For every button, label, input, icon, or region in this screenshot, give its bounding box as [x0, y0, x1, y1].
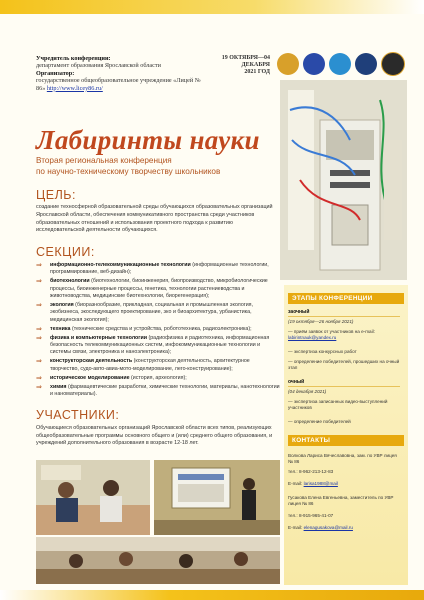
subtitle-line-2: по научно-техническому творчеству школьников: [36, 167, 221, 176]
edu-dept-logo: [303, 53, 325, 75]
section-item: ⇒ экология (биоразнообразие, прикладная, социальная и промышленная экология, экобизнеса, экоследующего проектирование, эко и биоархитектура, урбанистика, медицинская экология);: [36, 302, 254, 323]
partner-logo: [355, 53, 377, 75]
participants-text: Обучающиеся образовательных организаций Ярославской области всех типов, реализующих общеобразовательные программы основного общего и (или) среднего общего образования, и учреждений дополнительного образования в возрасте 12-18 лет.: [36, 425, 273, 447]
goal-heading: ЦЕЛЬ:: [36, 188, 76, 202]
zaochny-item-3: — определение победителей, прошедших на очный этап: [288, 359, 400, 370]
section-item: ⇒ биотехнологии (биотехнологии, биоинженерия, биопроизводство, микробиологические процессы, биоинженерные процессы, генетика, технологии растениеводства и животноводства, медицинские биотехнологии, биорегенерация);: [36, 278, 268, 300]
organizer-text: государственное общеобразовательное учреждение «Лицей № 86»: [36, 77, 201, 92]
section-item: ⇒ физика и компьютерные технологии (радиофизика и радиотехника, информационная безопасность телекоммуникационных систем, инфокоммуникационные технологии и системы связи, электроника и наноэлектроника);: [36, 334, 270, 356]
goal-text: создание техносферной образовательной среды обучающихся образовательных организаций Ярославской области, обеспечения коммуникативного пространства среди участников образовательных отношений и использования проектного подхода к развитию исследовательской деятельности обучающихся.: [36, 204, 273, 234]
zaochny-dates: (19 октября—26 ноября 2021): [288, 319, 354, 324]
ochny-item-1: — экспертиза записанных видео-выступлений участников: [288, 399, 388, 410]
arrow-icon: ⇒: [36, 302, 42, 310]
founder-text: департамент образования Ярославской области: [36, 62, 161, 70]
ochny-item-2: — определение победителей: [288, 419, 351, 424]
ochny-dates: (04 декабря 2021): [288, 389, 327, 394]
contact-email-2: E-mail: elenagusakova@mail.ru: [288, 525, 353, 530]
stages-heading: ЭТАПЫ КОНФЕРЕНЦИИ: [288, 293, 404, 304]
organizer-label: Организатор:: [36, 69, 75, 77]
section-item: ⇒ конструкторская деятельность (конструкторская деятельность, архитектурное творчество, судо-авто-авиа-мото-моделирование, лего-конструирование);: [36, 358, 250, 372]
zaochny-item-2: — экспертиза конкурсных работ: [288, 349, 357, 354]
dates-line-2: 2021 ГОД: [244, 69, 270, 76]
sidebar-panel: [284, 285, 408, 585]
arrow-icon: ⇒: [36, 262, 42, 269]
email-link-1[interactable]: larisa1988@mail: [303, 481, 338, 486]
contact-person-1: Волкова Лариса Вячеславовна, зам. по УВР лицея № 86: [288, 453, 397, 464]
section-item: ⇒ химия (фармацевтические разработки, химические технологии, материалы, нанотехнологии и наноматериалы).: [36, 383, 280, 397]
region-crest-logo: [277, 53, 299, 75]
zaochny-item-1: — приём заявок от участников на e-mail: labirintnauk@yandex.ru: [288, 329, 375, 340]
top-decor-band: [0, 0, 424, 14]
arrow-icon: ⇒: [36, 383, 42, 391]
presentation-photo: [154, 460, 280, 535]
subtitle: [36, 155, 220, 177]
zaochny-label: заочный: [288, 309, 310, 315]
computer-cables-photo: [280, 80, 407, 280]
zaochny-email-link[interactable]: labirintnauk@yandex.ru: [288, 335, 337, 340]
page-title: Лабиринты науки: [36, 125, 260, 155]
sections-heading: СЕКЦИИ:: [36, 245, 95, 259]
contacts-heading: КОНТАКТЫ: [288, 435, 404, 446]
contact-phone-1: тел.: 8-962-213-12-83: [288, 469, 334, 474]
dates-line-1: 19 ОКТЯБРЯ—04 ДЕКАБРЯ: [221, 55, 270, 69]
divider: [288, 386, 400, 387]
email-link-2[interactable]: elenagusakova@mail.ru: [303, 525, 353, 530]
founder-label: Учредитель конференции:: [36, 55, 111, 62]
site-link[interactable]: http://www.licey86.ru/: [46, 84, 103, 92]
arrow-icon: ⇒: [36, 358, 42, 366]
contact-email-1: E-mail: larisa1988@mail: [288, 481, 338, 486]
arrow-icon: ⇒: [36, 278, 42, 286]
contact-phone-2: тел.: 8-915-965-41-07: [288, 513, 334, 518]
section-item: ⇒ информационно-телекоммуникационные технологии (информационные технологии, программирование, веб-дизайн);: [36, 262, 269, 276]
ochny-label: очный: [288, 379, 305, 385]
section-item: ⇒ историческое моделирование (история, археология);: [36, 374, 187, 382]
contact-person-2: Гусакова Елена Евгеньевна, заместитель по УВР лицея № 86: [288, 495, 394, 506]
arrow-icon: ⇒: [36, 325, 42, 333]
section-item: ⇒ техника (технические средства и устройства, робототехника, радиоэлектроника);: [36, 325, 252, 333]
sections-list: [36, 262, 280, 400]
divider: [288, 316, 400, 317]
participants-heading: УЧАСТНИКИ:: [36, 408, 120, 422]
university-logo: [381, 52, 405, 76]
logos-row: [277, 50, 407, 78]
subtitle-line-1: Вторая региональная конференция: [36, 156, 172, 165]
arrow-icon: ⇒: [36, 334, 42, 342]
dates-block: [200, 55, 270, 77]
organizer-block: [36, 55, 206, 92]
lyceum-logo: [329, 53, 351, 75]
bottom-decor-band: [0, 590, 424, 600]
students-photo: [36, 460, 150, 535]
classroom-photo: [36, 537, 280, 584]
arrow-icon: ⇒: [36, 374, 42, 382]
